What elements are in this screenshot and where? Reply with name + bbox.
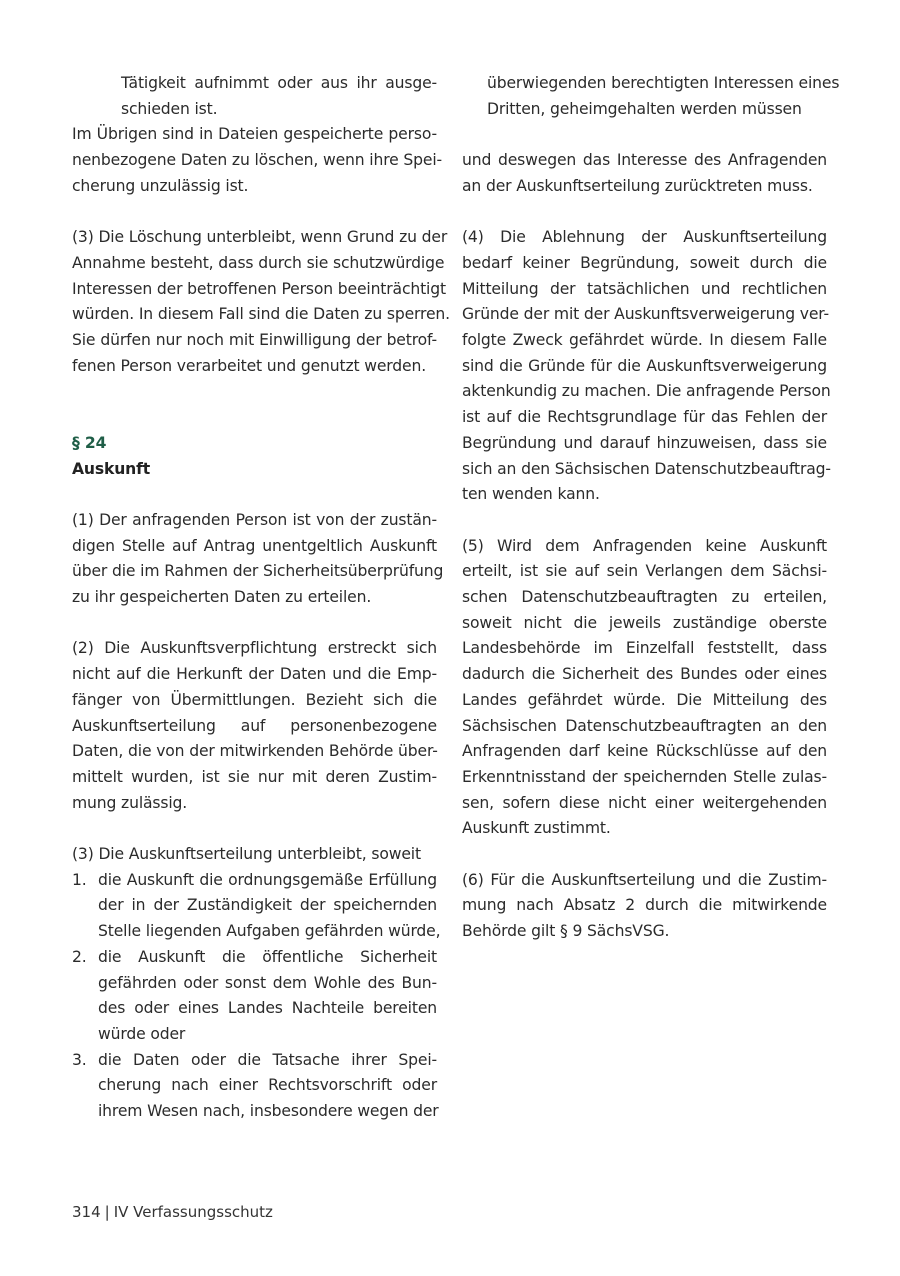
text-line: Begründung und darauf hinzuweisen, dass sie: [462, 433, 827, 452]
text-line: (1) Der anfragenden Person ist von der zustän-: [72, 510, 437, 529]
text-line: schieden ist.: [121, 99, 218, 118]
text-line: schen Datenschutzbeauftragten zu erteilen,: [462, 588, 827, 607]
text-line: gefährden oder sonst dem Wohle des Bun-: [98, 973, 437, 992]
paragraph-4: [462, 225, 831, 508]
list-number: 1.: [72, 870, 87, 889]
page-footer: [72, 1203, 273, 1221]
text-line: über die im Rahmen der Sicherheitsüberprüfung: [72, 562, 444, 581]
chapter-title: IV Verfassungsschutz: [113, 1203, 273, 1221]
text-line: (5) Wird dem Anfragenden keine Auskunft: [462, 536, 827, 555]
text-line: zu ihr gespeicherten Daten zu erteilen.: [72, 588, 372, 606]
text-line: Auskunft zustimmt.: [462, 819, 611, 838]
section-title: Auskunft: [72, 459, 151, 478]
text-line: würden. In diesem Fall sind die Daten zu sperren.: [72, 305, 450, 324]
page-number: 314: [72, 1203, 101, 1221]
text-line: Interessen der betroffenen Person beeinträchtigt: [72, 279, 446, 298]
text-line: mung zulässig.: [72, 793, 188, 812]
text-line: Dritten, geheimgehalten werden müssen: [487, 99, 802, 118]
text-line: ist auf die Rechtsgrundlage für das Fehlen der: [462, 408, 827, 427]
text-line: sind die Gründe für die Auskunftsverweigerung: [462, 356, 827, 375]
text-line: Mitteilung der tatsächlichen und rechtlichen: [462, 279, 827, 298]
text-line: sich an den Sächsischen Datenschutzbeauftrag-: [462, 459, 831, 478]
text-line: und deswegen das Interesse des Anfragenden: [462, 151, 827, 170]
section-number: § 24: [72, 433, 107, 452]
paragraph-6: [462, 868, 827, 945]
paragraph-loeschung-3: [72, 225, 450, 379]
text-line: folgte Zweck gefährdet würde. In diesem Falle: [462, 331, 827, 349]
text-line: Sie dürfen nur noch mit Einwilligung der betrof-: [72, 331, 437, 350]
text-line: cherung unzulässig ist.: [72, 176, 249, 195]
paragraph-1: [72, 508, 444, 611]
text-line: ihrem Wesen nach, insbesondere wegen der: [98, 1102, 439, 1121]
list-item: [72, 945, 437, 1048]
text-line: der in der Zuständigkeit der speichernden: [98, 896, 437, 915]
continuation-conclusion: [462, 148, 827, 199]
text-line: dadurch die Sicherheit des Bundes oder eines: [462, 665, 827, 684]
text-line: erteilt, ist sie auf sein Verlangen dem Sächsi-: [462, 562, 827, 581]
text-line: (2) Die Auskunftsverpflichtung erstreckt sich: [72, 639, 437, 658]
continuation-block: [462, 71, 840, 122]
list-item: [72, 868, 441, 945]
text-line: sen, sofern diese nicht einer weitergehenden: [462, 793, 827, 812]
text-line: mung nach Absatz 2 durch die mitwirkende: [462, 896, 827, 915]
paragraph-2: [72, 636, 437, 816]
text-line: überwiegenden berechtigten Interessen eines: [487, 74, 840, 92]
list-item: [72, 1048, 437, 1125]
paragraph-3: [72, 842, 441, 1125]
text-line: Annahme besteht, dass durch sie schutzwürdige: [72, 253, 445, 272]
text-line: Landesbehörde im Einzelfall feststellt, dass: [462, 639, 827, 658]
text-line: fänger von Übermittlungen. Bezieht sich die: [72, 690, 437, 709]
paragraph-5: [462, 534, 827, 842]
text-line: Stelle liegenden Aufgaben gefährden würde,: [98, 922, 441, 941]
text-line: Daten, die von der mitwirkenden Behörde über-: [72, 742, 438, 761]
text-line: cherung nach einer Rechtsvorschrift oder: [98, 1076, 437, 1095]
text-line: nenbezogene Daten zu löschen, wenn ihre Spei-: [72, 151, 442, 170]
text-line: Landes gefährdet würde. Die Mitteilung des: [462, 690, 827, 709]
text-line: Im Übrigen sind in Dateien gespeicherte perso-: [72, 125, 437, 144]
text-line: Erkenntnisstand der speichernden Stelle zulas-: [462, 767, 827, 786]
text-line: bedarf keiner Begründung, soweit durch die: [462, 253, 827, 272]
text-line: (3) Die Löschung unterbleibt, wenn Grund zu der: [72, 228, 448, 247]
text-line: Behörde gilt § 9 SächsVSG.: [462, 922, 670, 941]
text-line: (4) Die Ablehnung der Auskunftserteilung: [462, 228, 827, 247]
text-line: die Auskunft die öffentliche Sicherheit: [98, 947, 437, 966]
text-line: soweit nicht die jeweils zuständige oberste: [462, 613, 827, 632]
right-column: [462, 71, 840, 945]
text-line: Anfragenden darf keine Rückschlüsse auf den: [462, 742, 827, 761]
text-line: nicht auf die Herkunft der Daten und die Emp-: [72, 665, 437, 684]
text-line: an der Auskunftserteilung zurücktreten muss.: [462, 176, 813, 195]
list-number: 2.: [72, 947, 87, 966]
footer-separator: |: [104, 1203, 110, 1221]
text-line: die Daten oder die Tatsache ihrer Spei-: [98, 1050, 437, 1069]
text-line: Auskunftserteilung auf personenbezogene: [72, 716, 437, 735]
text-line: aktenkundig zu machen. Die anfragende Person: [462, 382, 831, 401]
left-column: [72, 71, 450, 1125]
text-line: digen Stelle auf Antrag unentgeltlich Auskunft: [72, 536, 437, 555]
text-line: Tätigkeit aufnimmt oder aus ihr ausge-: [121, 74, 437, 92]
text-line: des oder eines Landes Nachteile bereiten: [98, 999, 437, 1018]
text-line: mittelt wurden, ist sie nur mit deren Zustim-: [72, 767, 437, 786]
text-line: die Auskunft die ordnungsgemäße Erfüllung: [98, 870, 437, 889]
text-line: würde oder: [98, 1024, 186, 1043]
continuation-block: [72, 71, 442, 200]
text-line: fenen Person verarbeitet und genutzt werden.: [72, 356, 427, 375]
list-number: 3.: [72, 1050, 87, 1069]
text-line: Sächsischen Datenschutzbeauftragten an den: [462, 716, 827, 735]
text-line: Gründe der mit der Auskunftsverweigerung ver-: [462, 305, 830, 324]
text-line: (3) Die Auskunftserteilung unterbleibt, soweit: [72, 845, 421, 863]
text-line: (6) Für die Auskunftserteilung und die Zustim-: [462, 870, 827, 889]
section-heading: [72, 431, 437, 482]
text-line: ten wenden kann.: [462, 485, 600, 504]
